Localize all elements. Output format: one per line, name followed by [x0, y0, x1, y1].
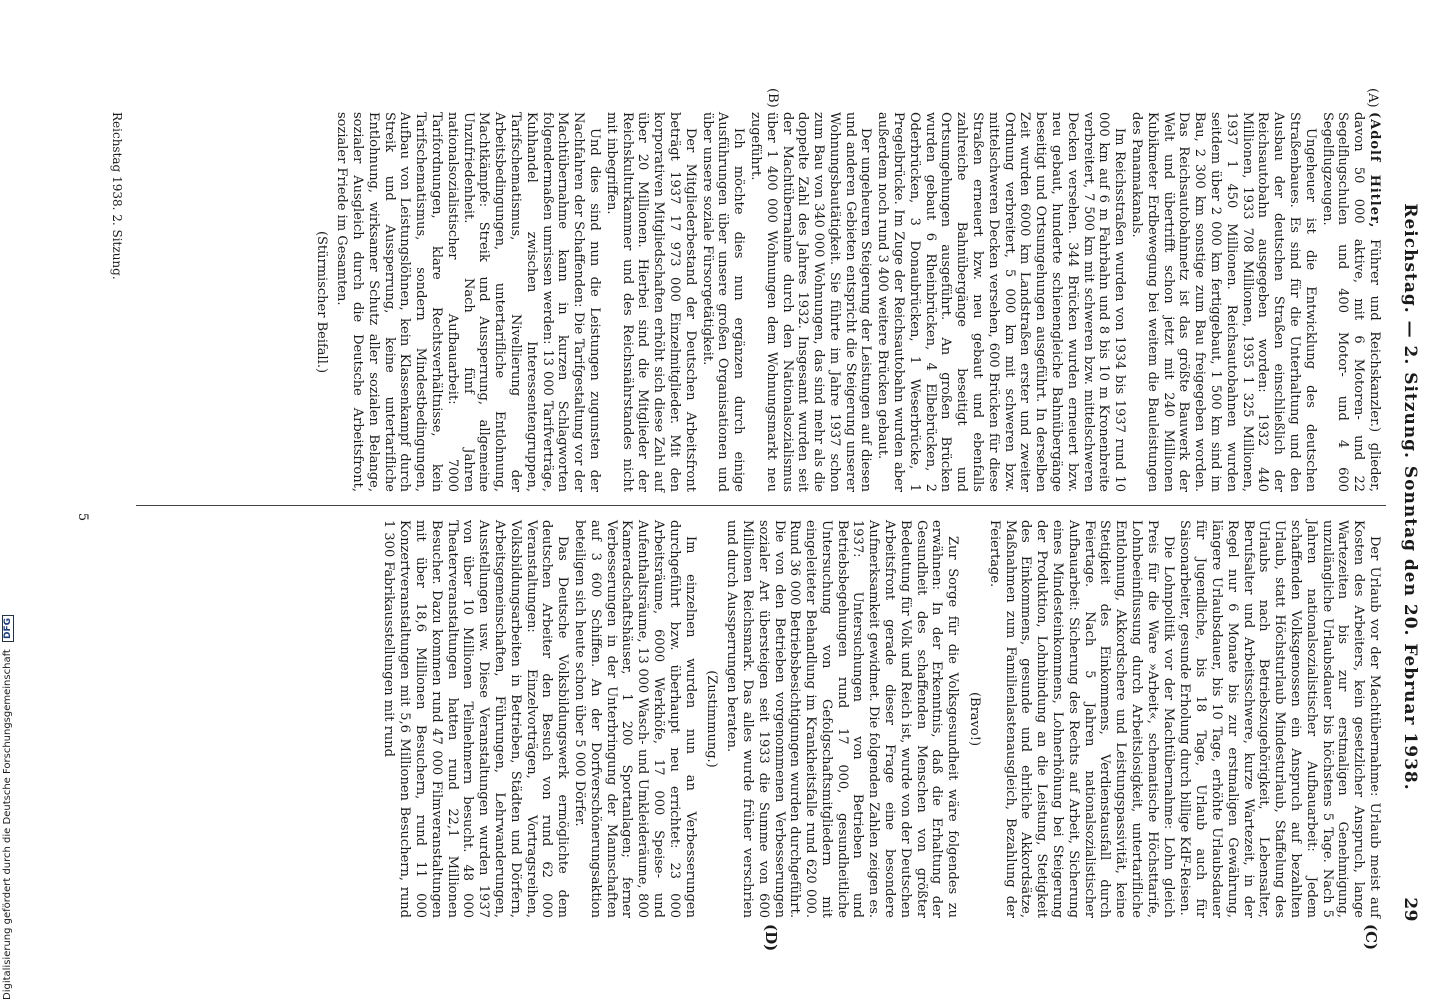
page-header: [1390, 112, 1420, 922]
page-footer: [64, 112, 124, 922]
paragraph: Das Deutsche Volksbildungswerk ermöglichte dem deutschen Arbeiter den Besuch von rund 62 000 Veranstaltungen: Einzelvorträgen, Vortragsreihen, Volksbildungsarbeiten in Betrieben, Städten und Dörfern, Arbeitsgemeinschaften, Führungen, Lehrwanderungen, Ausstellungen usw. Diese Veranstaltungen wurden 1937 von über 10 Millionen Teilnehmern besucht. 48 000 Theaterveranstaltungen hatten rund 22,1 Millionen Besucher. Dazu kommen rund 47 000 Filmveranstaltungen mit über 18,6 Millionen Besuchern, rund 11 000 Konzertveranstaltungen mit 5,6 Millionen Besuchern, rund 1 300 Fabrikausstellungen mit rund: [381, 520, 571, 918]
right-column: [380, 520, 1382, 918]
column-divider: [136, 505, 1386, 506]
speaker-role: Führer und Reichskanzler.): [1367, 228, 1382, 433]
footer-page-number: 5: [75, 512, 90, 522]
paragraph: Und dies sind nun die Leistungen zugunsten der Nachfahren der Schaffenden: Die Tarifgestaltung vor der Machtübernahme kann in kurzen Schlagworten folgendermaßen umrissen werden: 13 000 Tarifverträge, Kuhhandel zwischen Interessentengruppen, Tarifschematismus, Nivellierung der Arbeitsbedingungen, untertarifliche Entlohnung, Machtkämpfe: Streik und Aussperrung, allgemeine Unzufriedenheit. Nach fünf Jahren nationalsozialistischer Aufbauarbeit: 7000 Tarifordnungen, klare Rechtsverhältnisse, kein Tarifschematismus, sondern Mindestbedingungen, Aufbau von Leistungslöhnen, kein Klassenkampf durch Streik und Aussperrung, keine untertarifliche Entlohnung, wirksamer Schutz aller sozialen Belange, sozialer Ausgleich durch die Deutsche Arbeitsfront, sozialer Friede im Gesamten.: [334, 112, 602, 492]
margin-marker-b: (B): [765, 88, 780, 108]
interjection: (Stürmischer Beifall.): [314, 230, 330, 374]
page-number: 29: [1400, 897, 1420, 922]
digitization-text: Digitalisierung gefördert durch die Deutsche Forschungsgemeinschaft: [2, 649, 13, 1000]
footer-sitting: Reichstag 1938. 2. Sitzung.: [110, 112, 124, 280]
paragraph: Der Urlaub vor der Machtübernahme: Urlaub meist auf Kosten des Arbeiters, kein gesetzlicher Anspruch, lange Wartezeiten bis zur erstmaligen Genehmigung, unzulängliche Urlaubsdauer bis höchstens 5 Tage. Nach 5 Jahren nationalsozialistischer Aufbauarbeit: Jedem schaffenden Volksgenossen ein Anspruch auf bezahlten Urlaub, statt Höchsturlaub Mindesturlaub, Staffelung des Urlaubs nach Betriebszugehörigkeit, Lebensalter, Berufsalter und Arbeitsschwere, kurze Wartezeit, in der Regel nur 6 Monate bis zur erstmaligen Gewährung, längere Urlaubsdauer, bis 10 Tage, erhöhte Urlaubsdauer für Jugendliche, bis 18 Tage, Urlaub auch für Saisonarbeiter, gesunde Erholung durch billige KdF-Reisen.: [1177, 520, 1382, 918]
interjection: (Zustimmung.): [704, 670, 720, 768]
margin-marker-d: (D): [762, 924, 780, 952]
speaker-name: (Adolf Hitler,: [1367, 112, 1382, 229]
margin-marker-a: (A): [1365, 88, 1380, 108]
margin-marker-c: (C): [1362, 924, 1380, 951]
paragraph-text: glieder, davon 50 000 aktive, mit 6 Motoren- und 22 Segelflugschulen und 400 Motor- und 4 600 Segelflugzeugen.: [1319, 112, 1382, 492]
page-title: Reichstag. — 2. Sitzung. Sonntag den 20. Februar 1938.: [1400, 203, 1420, 791]
paragraph: [1319, 112, 1382, 492]
paragraph: Der Mitgliederbestand der Deutschen Arbeitsfront beträgt 1937 17 973 000 Einzelmitglieder. Mit den korporativen Mitgliedschaften erhöht sich diese Zahl auf über 20 Millionen. Hierbei sind die Mitglieder der Reichskulturkammer und des Reichsnährstandes nicht mit inbegriffen.: [603, 112, 698, 492]
paragraph: Im Reichsstraßen wurden von 1934 bis 1937 rund 10 000 km auf 6 m Fahrbahn und 8 bis 10 m Kronenbreite verbreitert, 7 500 km mit schweren bzw. mittelschweren Decken versehen. 344 Brücken wurden erneuert bzw. neu gebaut, hunderte schienengleiche Bahnübergänge beseitigt und Ortsumgehungen ausgeführt. In derselben Zeit wurden 6000 km Landstraßen erster und zweiter Ordnung verbreitert, 5 000 km mit schweren bzw. mittelschweren Decken versehen, 600 Brücken für diese Straßen erneuert bzw. neu gebaut und ebenfalls zahlreiche Bahnübergänge beseitigt und Ortsumgehungen ausgeführt. An großen Brücken wurden gebaut 6 Rheinbrücken, 4 Elbebrücken, 2 Oderbrücken, 3 Donaubrücken, 1 Weserbrücke, 1 Pregelbrücke. Im Zuge der Reichsautobahn wurden aber außerdem noch rund 3 400 weitere Brücken gebaut.: [875, 112, 1128, 492]
left-column: [308, 112, 1382, 492]
paragraph: Zur Sorge für die Volksgesundheit wäre folgendes zu erwähnen: In der Erkenntnis, daß die Erhaltung der Gesundheit des schaffenden Menschen von größter Bedeutung für Volk und Reich ist, wurde von der Deutschen Arbeitsfront gerade dieser Frage eine besondere Aufmerksamkeit gewidmet. Die folgenden Zahlen zeigen es. 1937: Untersuchungen von Betrieben und Betriebsbegehungen rund 17 000, gesundheitliche Untersuchung von Gefolgschaftsmitgliedern mit eingeleiteter Behandlung im Krankheitsfalle rund 620 000. Rund 36 000 Betriebsbesichtigungen wurden durchgeführt. Die von den Betrieben vorgenommenen Verbesserungen sozialer Art übersteigen seit 1933 die Summe von 600 Millionen Reichsmark. Das alles wurde früher verschrien und durch Aussperrungen beraten.: [724, 520, 961, 918]
paragraph: Ich möchte dies nun ergänzen durch einige Ausführungen über unsere großen Organisationen und über unsere soziale Fürsorgetätigkeit.: [699, 112, 747, 492]
paragraph: Im einzelnen wurden nun an Verbesserungen durchgeführt bzw. überhaupt neu errichtet: 23 000 Arbeitsräume, 6000 Werkhöfe, 17 000 Speise- und Aufenthaltsräume, 13 000 Wasch- und Umkleideräume, 800 Kameradschaftshäuser, 1 200 Sportanlagen; ferner Verbesserungen in der Unterbringung der Mannschaften auf 3 600 Schiffen. An der Dorfverschönerungsaktion beteiligen sich heute schon über 5 000 Dörfer.: [571, 520, 698, 918]
digitization-note: [2, 615, 14, 1000]
paragraph: Der ungeheuren Steigerung der Leistungen auf diesen und anderen Gebieten entspricht die Steigerung unserer Wohnungsbautätigkeit. Sie führte im Jahre 1937 schon zum Bau von 340 000 Wohnungen, das sind mehr als die doppelte Zahl des Jahres 1932. Insgesamt wurden seit der Machtübernahme durch den Nationalsozialismus über 1 400 000 Wohnungen dem Wohnungsmarkt neu zugeführt.: [747, 112, 874, 492]
paragraph: Die Lohnpolitik vor der Machtübernahme: Lohn gleich Preis für die Ware »Arbeit«, schematische Höchsttarife, Lohnbeeinflussung durch Arbeitslosigkeit, untertarifliche Entlohnung, Akkordschere und Leistungspassivität, keine Stetigkeit des Einkommens, Verdienstausfall durch Feiertage. Nach 5 Jahren nationalsozialistischer Aufbauarbeit: Sicherung des Rechts auf Arbeit, Sicherung eines Mindesteinkommens, Lohnerhöhung bei Steigerung der Produktion, Lohnbindung an die Leistung, Stetigkeit des Einkommens, gesunde und ehrliche Akkordsätze, Maßnahmen zum Familienlastenausgleich, Bezahlung der Feiertage.: [986, 520, 1176, 918]
dfg-logo: DFG: [2, 615, 14, 642]
paragraph: Ungeheuer ist die Entwicklung des deutschen Straßenbaues. Es sind für die Unterhaltung und den Ausbau der deutschen Straßen einschließlich der Reichsautobahn ausgegeben worden: 1932 440 Millionen, 1933 708 Millionen, 1935 1 325 Millionen, 1937 1 450 Millionen. Reichsautobahnen wurden seitdem über 2 000 km fertiggebaut, 1 500 km sind im Bau, 2 300 km sonstige zum Bau freigegeben worden. Das Reichsautobahnnetz ist das größte Bauwerk der Welt und übertrifft schon jetzt mit 240 Millionen Kubikmeter Erdbewegung bei weitem die Bauleistungen des Panamakanals.: [1129, 112, 1318, 492]
interjection: (Bravo!): [967, 691, 983, 747]
